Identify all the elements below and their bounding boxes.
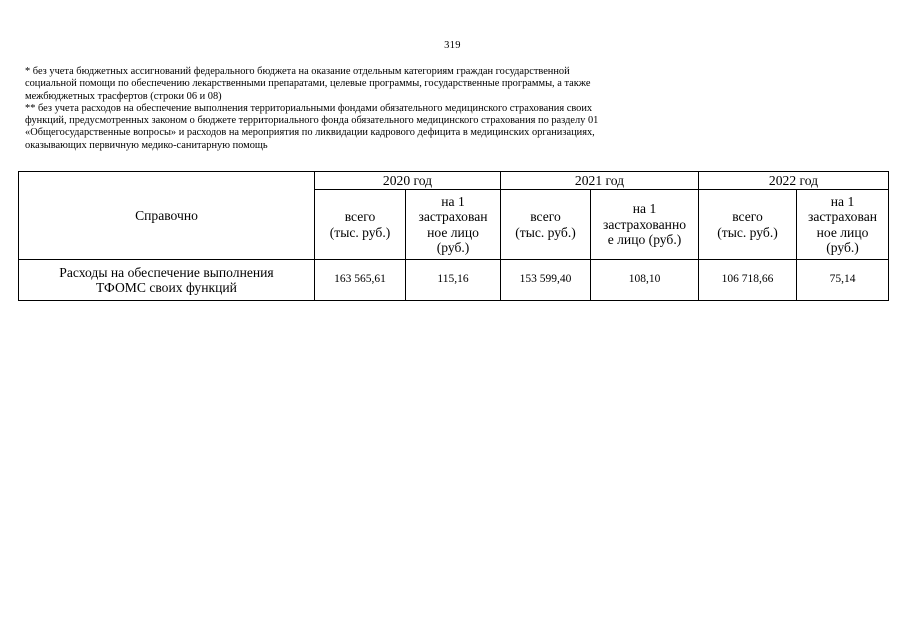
col-2021-per-insured: на 1 застрахованно е лицо (руб.)	[591, 190, 699, 260]
reference-header: Справочно	[19, 172, 315, 260]
col-2020-per-insured: на 1 застрахован ное лицо (руб.)	[406, 190, 501, 260]
value-2020-per-insured: 115,16	[406, 260, 501, 301]
page-number: 319	[444, 40, 461, 51]
col-2021-total: всего (тыс. руб.)	[501, 190, 591, 260]
col-2022-per-insured: на 1 застрахован ное лицо (руб.)	[797, 190, 889, 260]
value-2020-total: 163 565,61	[315, 260, 406, 301]
table-row	[19, 260, 889, 301]
value-2021-per-insured: 108,10	[591, 260, 699, 301]
value-2022-per-insured: 75,14	[797, 260, 889, 301]
year-header-row	[19, 172, 889, 190]
value-2021-total: 153 599,40	[501, 260, 591, 301]
year-2022-header: 2022 год	[699, 172, 889, 190]
col-2022-total: всего (тыс. руб.)	[699, 190, 797, 260]
footnote-1: * без учета бюджетных ассигнований федерального бюджета на оказание отдельным категориям граждан государственной социальной помощи по обеспечению лекарственными препаратами, целевые программы, государственные программы, а также межбюджетных трасфертов (строки 06 и 08)	[25, 66, 591, 102]
year-2020-header: 2020 год	[315, 172, 501, 190]
expenses-table	[18, 171, 889, 301]
value-2022-total: 106 718,66	[699, 260, 797, 301]
year-2021-header: 2021 год	[501, 172, 699, 190]
row-label: Расходы на обеспечение выполнения ТФОМС своих функций	[19, 260, 315, 301]
footnotes	[25, 66, 685, 152]
footnote-2: ** без учета расходов на обеспечение выполнения территориальными фондами обязательного медицинского страхования своих функций, предусмотренных законом о бюджете территориального фонда обязательного медицинского страхования по разделу 01 «Общегосударственные вопросы» и расходов на мероприятия по ликвидации кадрового дефицита в медицинских организациях, оказывающих первичную медико-санитарную помощь	[25, 102, 599, 151]
col-2020-total: всего (тыс. руб.)	[315, 190, 406, 260]
